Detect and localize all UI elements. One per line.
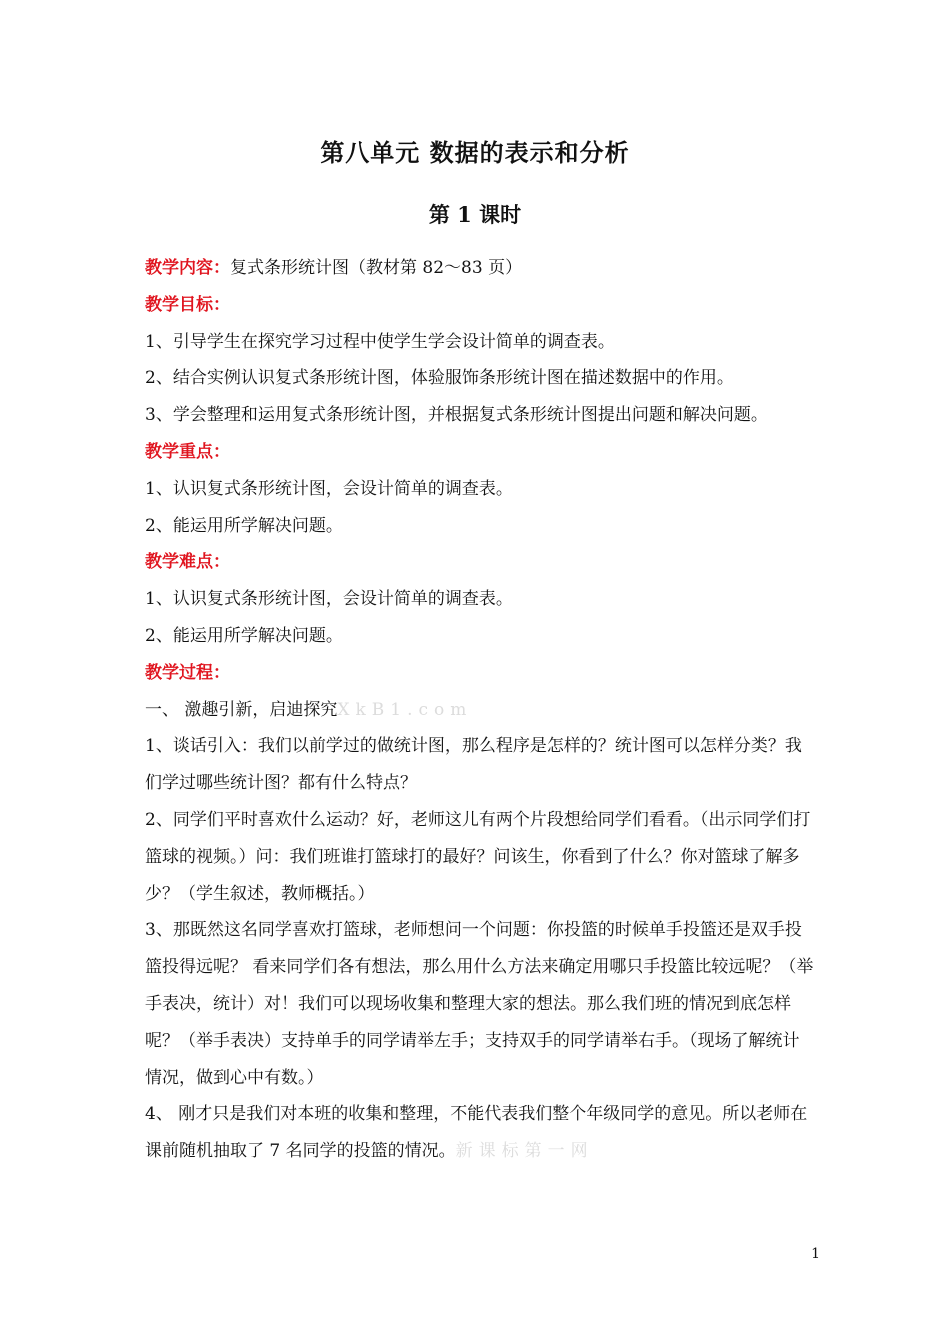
difficulty-item: 2、能运用所学解决问题。 <box>145 625 343 646</box>
process-paragraph-4 <box>145 1096 815 1170</box>
process-paragraph: 2、同学们平时喜欢什么运动？好，老师这儿有两个片段想给同学们看看。（出示同学们打篮球的视频。）问：我们班谁打篮球打的最好？问该生，你看到了什么？你对篮球了解多少？（学生叙述，教师概括。） <box>145 809 811 904</box>
process-heading: 教学过程： <box>145 662 230 683</box>
difficulties-heading: 教学难点： <box>145 552 230 573</box>
process-paragraph: 1、谈话引入：我们以前学过的做统计图，那么程序是怎样的？统计图可以怎样分类？我们学过哪些统计图？都有什么特点？ <box>145 736 802 794</box>
unit-title: 第八单元 数据的表示和分析 <box>320 138 630 167</box>
process-paragraph: 3、那既然这名同学喜欢打篮球，老师想问一个问题：你投篮的时候单手投篮还是双手投篮投得远呢？ 看来同学们各有想法，那么用什么方法来确定用哪只手投篮比较远呢？（举手表决，统计）对！我们可以现场收集和整理大家的想法。那么我们班的情况到底怎样呢？（举手表决）支持单手的同学请举左手；支持双手的同学请举右手。（现场了解统计情况，做到心中有数。） <box>145 920 814 1088</box>
objectives-heading: 教学目标： <box>145 294 230 315</box>
objective-item: 3、学会整理和运用复式条形统计图，并根据复式条形统计图提出问题和解决问题。 <box>145 405 768 426</box>
lesson-subtitle: 第 1 课时 <box>428 202 522 227</box>
section-1-text: 一、 激趣引新，启迪探究 <box>145 699 338 720</box>
watermark-text: 新课标第一网 <box>455 1141 594 1162</box>
paragraph-4-text: 4、 刚才只是我们对本班的收集和整理，不能代表我们整个年级同学的意见。所以老师在课前随机抽取了 7 名同学的投篮的情况。 <box>145 1104 808 1162</box>
objective-item: 2、结合实例认识复式条形统计图，体验服饰条形统计图在描述数据中的作用。 <box>145 368 734 389</box>
teaching-content-line <box>145 250 815 287</box>
key-point-item: 1、认识复式条形统计图，会设计简单的调查表。 <box>145 478 513 499</box>
teaching-content-text: 复式条形统计图（教材第 82～83 页） <box>230 258 523 278</box>
teaching-content-label: 教学内容： <box>145 258 230 278</box>
document-body <box>145 250 815 1170</box>
watermark-text: XkB1.com <box>337 699 473 720</box>
process-section-1 <box>145 692 815 729</box>
page-number: 1 <box>811 1246 820 1262</box>
difficulty-item: 1、认识复式条形统计图，会设计简单的调查表。 <box>145 589 513 610</box>
objective-item: 1、引导学生在探究学习过程中使学生学会设计简单的调查表。 <box>145 331 615 352</box>
key-points-heading: 教学重点： <box>145 441 230 462</box>
key-point-item: 2、能运用所学解决问题。 <box>145 515 343 536</box>
